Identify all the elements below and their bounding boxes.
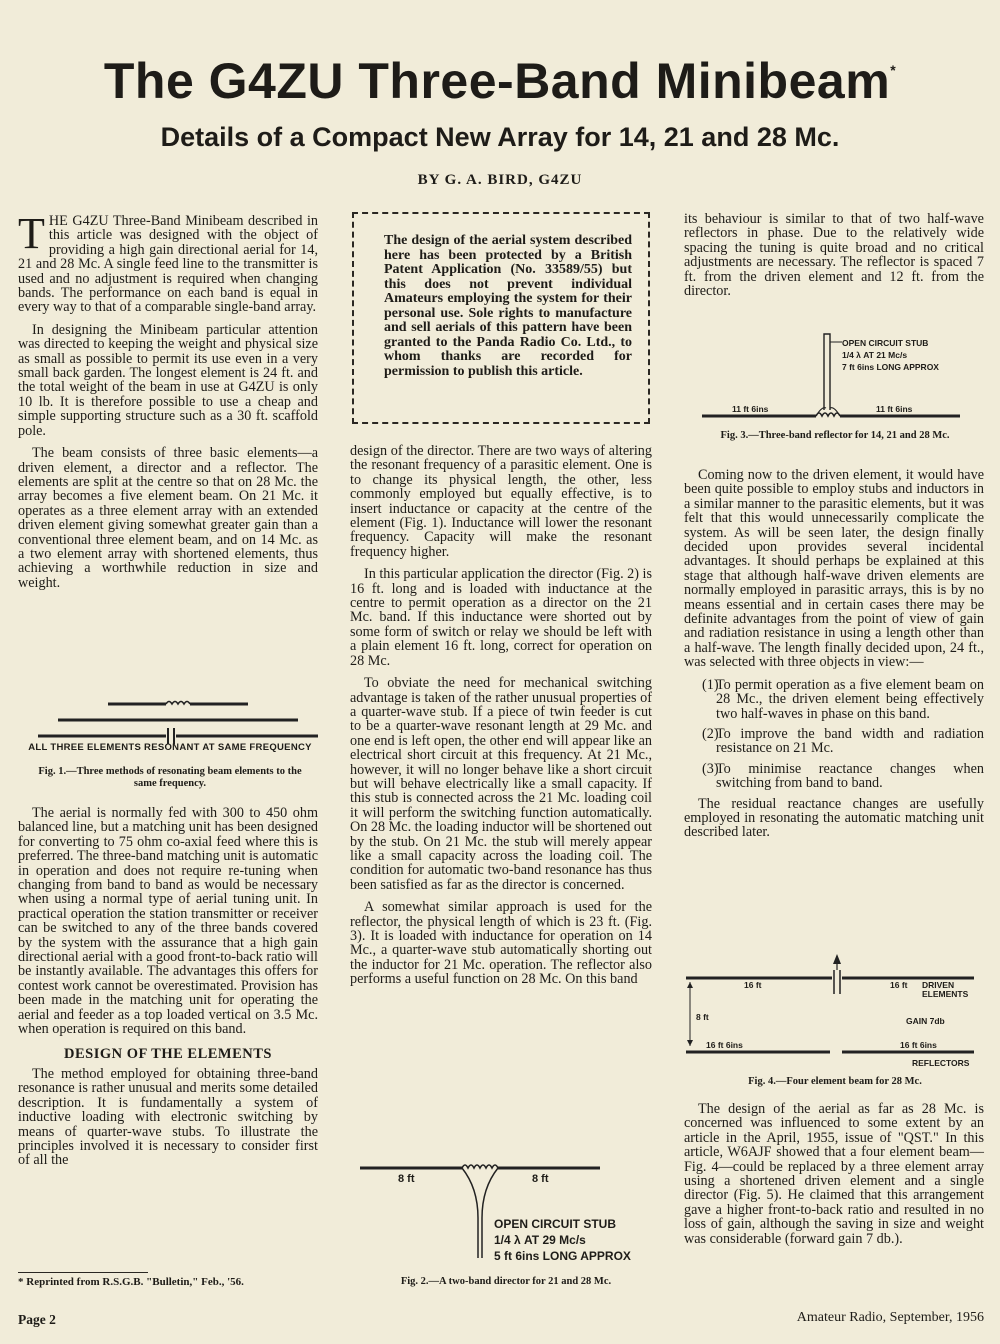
figure-3-caption: Fig. 3.—Three-band reflector for 14, 21 and 28 Mc. [720,430,950,441]
paragraph: THE G4ZU Three-Band Minibeam described in this article was designed with the object of providing a high gain directional aerial for 14, 21 and 28 Mc. A single feed line to the transmitter is used and no adjustment is required when changing bands. The performance on each band is equal in every way to that of a comparable single-band array. [18,209,318,316]
director-right-length: 8 ft [532,1173,549,1185]
column-3 [684,212,984,306]
elements-label: ELEMENTS [922,989,969,999]
figure-1-label: ALL THREE ELEMENTS RESONANT AT SAME FREQUENCY [28,742,312,753]
driven-right-length: 16 ft [890,980,908,990]
paragraph: The design of the aerial as far as 28 Mc. is concerned was influenced to some extent by an article in the April, 1955, issue of "QST." In this article, W6AJF showed that a four element beam—Fig. 4—could be replaced by a three element array using a shortened driven element and a single director (Fig. 5). He claimed that this arrangement gave a higher front-to-back ratio and resulted in no loss of gain, although the saving in size and weight was considerable (forward gain 7 db.). [684,1101,984,1247]
patent-notice-box: The design of the aerial system described here has been protected by a British Patent Application (No. 33589/55) but this does not prevent individual Amateurs employing the system for their personal use. Sole rights to manufacture and sell aerials of this pattern have been granted to the Panda Radio Co. Ltd., to whom thanks are recorded for permission to publish this article. [352,212,650,424]
column-1-continued [18,806,318,1176]
figure-2-caption: Fig. 2.—A two-band director for 21 and 28 Mc. [400,1276,612,1287]
spacing-label: 8 ft [696,1012,709,1022]
paragraph: The method employed for obtaining three-band resonance is rather unusual and merits some detailed description. It is fundamentally a system of inductive loading with electronic switching by means of quarter-wave stubs. To illustrate the principles involved it is necessary to consider first of all the [18,1065,318,1169]
stub-label-1: OPEN CIRCUIT STUB [842,338,929,348]
paragraph: Coming now to the driven element, it would have been quite possible to employ stubs and inductors in a similar manner to the parasitic elements, but it was felt that this would unnecessarily complicate the system. As will be seen later, the design finally decided upon provides several incidental advantages. It should perhaps be explained at this stage that although half-wave driven elements are normally employed in parasitic arrays, this is by no means essential and in certain cases there may be definite advantages from the point of view of gain and radiation resistance in using a length other than a half-wave. The length finally decided upon, 24 ft., was selected with three objects in view:— [684,467,984,671]
drop-cap: T [18,209,45,258]
article-subtitle: Details of a Compact New Array for 14, 21 and 28 Mc. [160,122,840,152]
list-item: (3) To minimise reactance changes when switching from band to band. [702,760,984,792]
list-item: (2) To improve the band width and radiation resistance on 21 Mc. [702,725,984,757]
footnote-rule [18,1272,148,1273]
paragraph: A somewhat similar approach is used for the reflector, the physical length of which is 23 ft. (Fig. 3). It is loaded with inductance for operation on 14 Mc., a quarter-wave stub automatically shorting out the inductor for 21 Mc. operation. The reflector also performs a useful function on 28 Mc. On this band [350,899,652,988]
section-heading: DESIGN OF THE ELEMENTS [63,1045,272,1062]
stub-label-3: 5 ft 6ins LONG APPROX [494,1249,631,1263]
driven-left-length: 16 ft [744,980,762,990]
list-item: (1) To permit operation as a five element beam on 28 Mc., the driven element being effectively two half-waves in phase on this band. [702,676,984,722]
paragraph: The beam consists of three basic elements—a driven element, a director and a reflector. The elements are split at the centre so that on 28 Mc. the array becomes a five element beam. On 21 Mc. it operates as a three element array with an extended driven element giving somewhat greater gain than a conventional three element beam, and on 14 Mc. as a two element array with shortened elements, thus achieving a worthwhile reduction in size and weight. [18,445,318,591]
magazine-issue: Amateur Radio, September, 1956 [796,1310,984,1325]
page-number: Page 2 [18,1312,56,1327]
reflector-left-length: 16 ft 6ins [706,1040,743,1050]
stub-label-1: OPEN CIRCUIT STUB [494,1217,617,1231]
director-left-length: 8 ft [398,1173,415,1185]
paragraph: its behaviour is similar to that of two half-wave reflectors in phase. Due to the relatively wide spacing the tuning is quite broad and no critical adjustments are necessary. The reflector is spaced 7 ft. from the driven element and 12 ft. from the director. [684,211,984,300]
paragraph: design of the director. There are two ways of altering the resonant frequency of a parasitic element. One is to change its physical length, the other, less commonly employed but equally effective, is to insert inductance or capacity at the centre of the element (Fig. 1). Inductance will lower the resonant frequency. Capacity will make the resonant frequency higher. [350,443,652,560]
byline: BY G. A. BIRD, G4ZU [417,172,583,188]
objects-list [684,678,984,791]
footnote-marker: * [890,62,897,78]
gain-label: GAIN 7db [906,1016,945,1026]
column-1 [18,209,318,598]
reflector-right-length: 16 ft 6ins [900,1040,937,1050]
stub-label-2: 1/4 λ AT 21 Mc/s [842,350,908,360]
article-title: The G4ZU Three-Band Minibeam* [103,53,897,109]
paragraph: The residual reactance changes are usefully employed in resonating the automatic matching unit described later. [684,795,984,841]
paragraph: The aerial is normally fed with 300 to 450 ohm balanced line, but a matching unit has been designed for converting to 75 ohm co-axial feed where this is preferred. The three-band matching unit is automatic in operation and does not require re-tuning when changing from band to band as would be necessary when using a normal type of aerial tuning unit. In practical operation the station transmitter or receiver can be switched to any of the three bands covered by the system with the assurance that a high gain directional aerial with a good front-to-back ratio will be instantly available. The advantages this offers for contest work cannot be overestimated. Provision has been made in the matching unit for operating the aerial and feeder as a top loaded vertical on 3.5 Mc. when operation is required on this band. [18,805,318,1038]
driven-label: DRIVEN [922,980,955,990]
figure-4-diagram [684,952,984,1070]
column-3-continued [684,468,984,848]
figure-2-diagram [350,1158,660,1270]
reflectors-label: REFLECTORS [912,1058,970,1068]
column-3-end [684,1102,984,1254]
footnote: * Reprinted from R.S.G.B. "Bulletin," Feb., '56. [18,1276,244,1288]
column-2 [350,444,652,995]
reflector-left-length: 11 ft 6ins [732,404,769,414]
stub-label-2: 1/4 λ AT 29 Mc/s [494,1233,586,1247]
paragraph: In designing the Minibeam particular attention was directed to keeping the weight and physical size as small as possible to permit its use even in a very small back garden. The longest element is 24 ft. and the total weight of the beam in use at G4ZU is only 10 lb. It is therefore possible to use a cheap and simple supporting structure such as a 30 ft. scaffold pole. [18,321,318,439]
stub-label-3: 7 ft 6ins LONG APPROX [842,362,939,372]
paragraph: To obviate the need for mechanical switching advantage is taken of the rather unusual properties of a quarter-wave stub. If a piece of twin feeder is cut to be a quarter-wave resonant length at 29 Mc. and one end is left open, the other end will appear like an electrical short circuit at this frequency. At 21 Mc., however, it will no longer behave like a short circuit but will behave electrically like a small capacity. If this stub is connected across the 21 Mc. loading coil it will perform the switching function automatically. On 28 Mc. the loading inductor will be shortened out by the stub. On 21 Mc. the stub will merely appear like a small capacity across the loading coil. The condition for automatic two-band resonance has thus been satisfied as far as the director is concerned. [350,675,652,893]
figure-3-diagram [700,330,980,426]
paragraph: In this particular application the director (Fig. 2) is 16 ft. long and is loaded with inductance at the centre to permit operation as a director on the 21 Mc. band. If this inductance were shorted out by some form of switch or relay we should be left with a plain element 16 ft. long, correct for operation on 28 Mc. [350,566,653,669]
reflector-right-length: 11 ft 6ins [876,404,913,414]
figure-4-caption: Fig. 4.—Four element beam for 28 Mc. [748,1076,922,1087]
figure-1-caption: Fig. 1.—Three methods of resonating beam elements to the same frequency. [38,766,302,789]
